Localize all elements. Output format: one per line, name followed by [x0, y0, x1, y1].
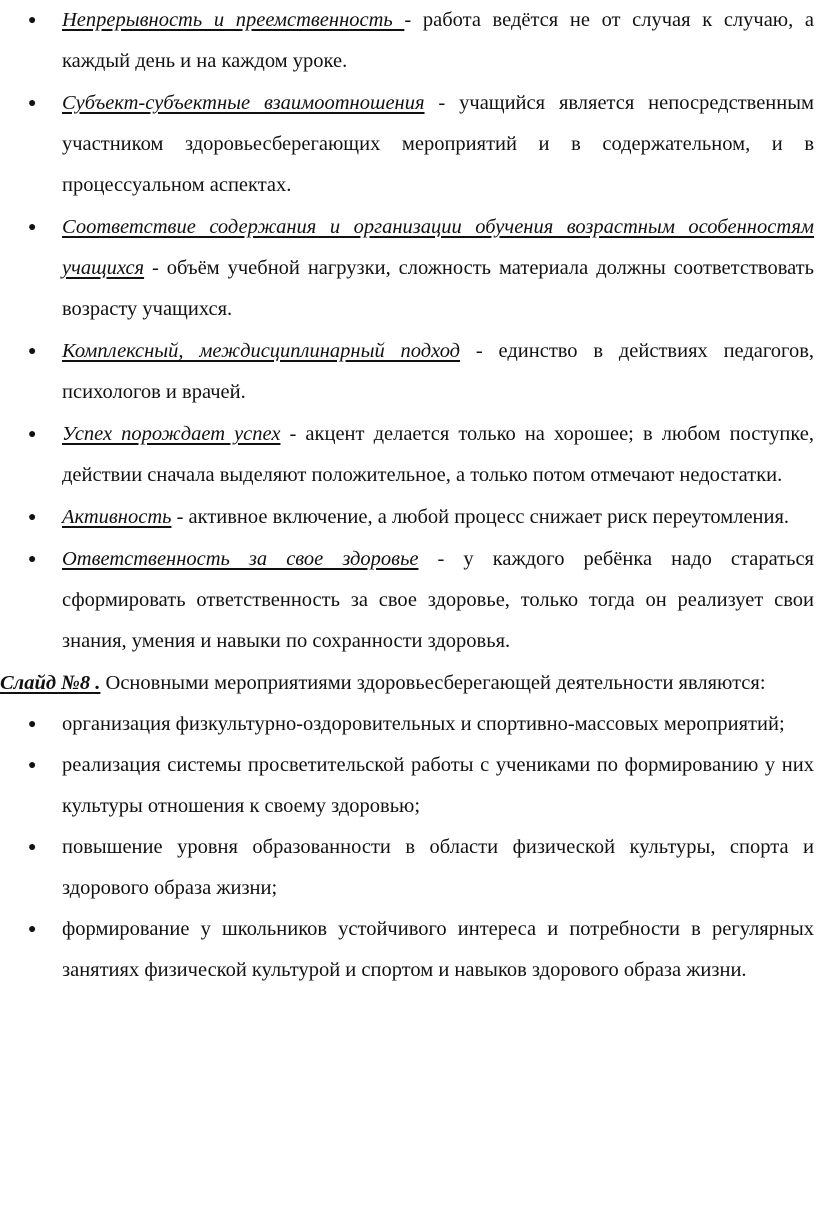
list-item [0, 0, 816, 82]
bullet-icon: ● [28, 717, 37, 732]
list-item [0, 83, 816, 206]
principle-term: Активность [62, 506, 172, 528]
principle-text: - активное включение, а любой процесс снижает риск переутомления. [171, 506, 790, 528]
list-item [0, 414, 816, 496]
bullet-icon: ● [28, 758, 37, 773]
bullet-icon: ● [28, 344, 37, 359]
slide-label: Слайд №8 . [0, 672, 101, 694]
bullet-icon: ● [28, 552, 37, 567]
principle-term: Непрерывность и преемственность [62, 9, 405, 31]
measure-text: повышение уровня образованности в области физической культуры, спорта и здорового образа жизни; [62, 836, 814, 899]
principle-text: - работа ведётся не от случая к случаю, а каждый день и на каждом уроке. [62, 9, 814, 72]
principle-text: - у каждого ребёнка надо стараться сформировать ответственность за свое здоровье, только тогда он реализует свои знания, умения и навыки по сохранности здоровья. [62, 548, 814, 652]
slide-paragraph [0, 663, 816, 704]
principle-text: - акцент делается только на хорошее; в любом поступке, действии сначала выделяют положительное, а только потом отмечают недостатки. [62, 423, 814, 486]
principle-term: Успех порождает успех [62, 423, 281, 445]
bullet-icon: ● [28, 922, 37, 937]
bullet-icon: ● [28, 96, 37, 111]
principle-term: Ответственность за свое здоровье [62, 548, 419, 570]
slide-text: Основными мероприятиями здоровьесберегающей деятельности являются: [100, 672, 766, 694]
list-item [0, 539, 816, 662]
principle-term: Комплексный, междисциплинарный подход [62, 340, 461, 362]
list-item [0, 827, 816, 909]
principle-text: - объём учебной нагрузки, сложность материала должны соответствовать возрасту учащихся. [62, 257, 814, 320]
list-item [0, 497, 816, 538]
measure-text: организация физкультурно-оздоровительных и спортивно-массовых мероприятий; [62, 713, 785, 735]
measure-text: формирование у школьников устойчивого интереса и потребности в регулярных занятиях физической культурой и спортом и навыков здорового образа жизни. [62, 918, 814, 981]
principle-term: Соответствие содержания и организации обучения возрастным особенностям учащихся [62, 216, 814, 279]
list-item [0, 331, 816, 413]
bullet-icon: ● [28, 427, 37, 442]
list-item [0, 207, 816, 330]
bullet-icon: ● [28, 220, 37, 235]
principle-text: - единство в действиях педагогов, психологов и врачей. [62, 340, 814, 403]
principle-text: - учащийся является непосредственным участником здоровьесберегающих мероприятий и в содержательном, и в процессуальном аспектах. [62, 92, 814, 196]
list-item [0, 704, 816, 745]
principle-term: Субъект-субъектные взаимоотношения [62, 92, 425, 114]
bullet-icon: ● [28, 840, 37, 855]
bullet-icon: ● [28, 510, 37, 525]
measures-list [0, 704, 816, 991]
measure-text: реализация системы просветительской работы с учениками по формированию у них культуры отношения к своему здоровью; [62, 754, 814, 817]
list-item [0, 745, 816, 827]
bullet-icon: ● [28, 13, 37, 28]
list-item [0, 909, 816, 991]
